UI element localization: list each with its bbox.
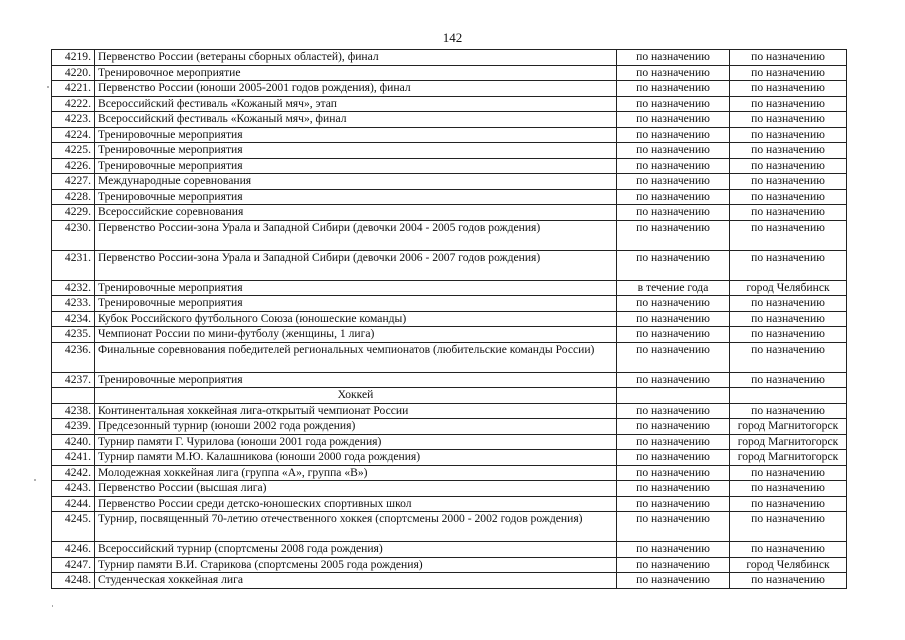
event-place: город Магнитогорск [730, 419, 847, 435]
event-place: город Челябинск [730, 280, 847, 296]
table-row [52, 81, 847, 97]
section-period-cell [617, 388, 730, 404]
events-table [51, 49, 847, 589]
event-name: Международные соревнования [95, 174, 617, 190]
event-place: по назначению [730, 342, 847, 372]
table-row [52, 419, 847, 435]
event-place: по назначению [730, 465, 847, 481]
event-place: по назначению [730, 496, 847, 512]
event-name: Всероссийские соревнования [95, 205, 617, 221]
event-period: по назначению [617, 158, 730, 174]
table-row [52, 65, 847, 81]
event-place: по назначению [730, 96, 847, 112]
event-period: по назначению [617, 143, 730, 159]
event-place: по назначению [730, 143, 847, 159]
row-number: 4244. [52, 496, 95, 512]
event-period: в течение года [617, 280, 730, 296]
event-period: по назначению [617, 50, 730, 66]
table-row [52, 174, 847, 190]
event-place: по назначению [730, 311, 847, 327]
row-number: 4232. [52, 280, 95, 296]
table-row [52, 50, 847, 66]
table-row [52, 372, 847, 388]
event-place: по назначению [730, 50, 847, 66]
event-period: по назначению [617, 450, 730, 466]
row-number: 4245. [52, 512, 95, 542]
event-name: Всероссийский турнир (спортсмены 2008 года рождения) [95, 542, 617, 558]
event-name: Всероссийский фестиваль «Кожаный мяч», финал [95, 112, 617, 128]
row-number: 4223. [52, 112, 95, 128]
table-row [52, 280, 847, 296]
event-period: по назначению [617, 189, 730, 205]
section-number-cell [52, 388, 95, 404]
scan-speck [34, 479, 36, 481]
event-period: по назначению [617, 557, 730, 573]
event-period: по назначению [617, 311, 730, 327]
table-row [52, 96, 847, 112]
event-name: Первенство России (высшая лига) [95, 481, 617, 497]
table-row [52, 450, 847, 466]
event-period: по назначению [617, 481, 730, 497]
event-place: город Челябинск [730, 557, 847, 573]
row-number: 4234. [52, 311, 95, 327]
row-number: 4236. [52, 342, 95, 372]
table-row [52, 434, 847, 450]
event-period: по назначению [617, 81, 730, 97]
table-row [52, 189, 847, 205]
event-place: по назначению [730, 250, 847, 280]
row-number: 4239. [52, 419, 95, 435]
event-period: по назначению [617, 220, 730, 250]
event-period: по назначению [617, 65, 730, 81]
event-name: Первенство России-зона Урала и Западной Сибири (девочки 2006 - 2007 годов рождения) [95, 250, 617, 280]
event-period: по назначению [617, 96, 730, 112]
event-name: Континентальная хоккейная лига-открытый чемпионат России [95, 403, 617, 419]
table-row [52, 158, 847, 174]
event-place: по назначению [730, 327, 847, 343]
event-name: Турнир памяти В.И. Старикова (спортсмены 2005 года рождения) [95, 557, 617, 573]
event-period: по назначению [617, 250, 730, 280]
table-row [52, 557, 847, 573]
event-place: по назначению [730, 174, 847, 190]
row-number: 4229. [52, 205, 95, 221]
table-row [52, 481, 847, 497]
event-name: Тренировочные мероприятия [95, 296, 617, 312]
table-row [52, 250, 847, 280]
event-name: Тренировочные мероприятия [95, 158, 617, 174]
event-place: по назначению [730, 481, 847, 497]
row-number: 4237. [52, 372, 95, 388]
row-number: 4228. [52, 189, 95, 205]
event-name: Тренировочные мероприятия [95, 280, 617, 296]
event-period: по назначению [617, 112, 730, 128]
event-name: Студенческая хоккейная лига [95, 573, 617, 589]
event-place: город Магнитогорск [730, 434, 847, 450]
row-number: 4247. [52, 557, 95, 573]
event-period: по назначению [617, 205, 730, 221]
row-number: 4226. [52, 158, 95, 174]
table-row [52, 512, 847, 542]
event-place: по назначению [730, 512, 847, 542]
table-row [52, 311, 847, 327]
table-row [52, 342, 847, 372]
event-period: по назначению [617, 296, 730, 312]
scan-speck [52, 605, 53, 607]
event-period: по назначению [617, 419, 730, 435]
page-number: 142 [442, 30, 463, 45]
event-place: по назначению [730, 189, 847, 205]
event-name: Молодежная хоккейная лига (группа «А», группа «В») [95, 465, 617, 481]
event-place: по назначению [730, 158, 847, 174]
table-row [52, 327, 847, 343]
event-name: Первенство России-зона Урала и Западной Сибири (девочки 2004 - 2005 годов рождения) [95, 220, 617, 250]
event-place: по назначению [730, 81, 847, 97]
section-place-cell [730, 388, 847, 404]
event-period: по назначению [617, 127, 730, 143]
table-row [52, 573, 847, 589]
row-number: 4231. [52, 250, 95, 280]
table-row [52, 205, 847, 221]
row-number: 4227. [52, 174, 95, 190]
row-number: 4224. [52, 127, 95, 143]
event-period: по назначению [617, 496, 730, 512]
event-place: город Магнитогорск [730, 450, 847, 466]
event-name: Тренировочные мероприятия [95, 372, 617, 388]
table-row [52, 112, 847, 128]
event-period: по назначению [617, 342, 730, 372]
table-row [52, 465, 847, 481]
event-name: Первенство России среди детско-юношеских спортивных школ [95, 496, 617, 512]
event-place: по назначению [730, 205, 847, 221]
event-period: по назначению [617, 372, 730, 388]
row-number: 4243. [52, 481, 95, 497]
row-number: 4221. [52, 81, 95, 97]
section-header-row [52, 388, 847, 404]
table-row [52, 296, 847, 312]
event-period: по назначению [617, 327, 730, 343]
event-name: Тренировочные мероприятия [95, 127, 617, 143]
table-row [52, 542, 847, 558]
event-place: по назначению [730, 220, 847, 250]
event-place: по назначению [730, 542, 847, 558]
row-number: 4246. [52, 542, 95, 558]
event-period: по назначению [617, 403, 730, 419]
event-name: Тренировочные мероприятия [95, 143, 617, 159]
row-number: 4242. [52, 465, 95, 481]
table-row [52, 143, 847, 159]
row-number: 4220. [52, 65, 95, 81]
event-name: Чемпионат России по мини-футболу (женщины, 1 лига) [95, 327, 617, 343]
scan-speck [47, 86, 49, 88]
row-number: 4238. [52, 403, 95, 419]
event-period: по назначению [617, 434, 730, 450]
row-number: 4222. [52, 96, 95, 112]
events-table-body [52, 50, 847, 589]
event-name: Турнир памяти Г. Чурилова (юноши 2001 года рождения) [95, 434, 617, 450]
event-period: по назначению [617, 542, 730, 558]
event-name: Всероссийский фестиваль «Кожаный мяч», этап [95, 96, 617, 112]
event-name: Тренировочное мероприятие [95, 65, 617, 81]
event-place: по назначению [730, 573, 847, 589]
event-place: по назначению [730, 65, 847, 81]
event-name: Турнир, посвященный 70-летию отечественного хоккея (спортсмены 2000 - 2002 годов рождения) [95, 512, 617, 542]
row-number: 4240. [52, 434, 95, 450]
event-period: по назначению [617, 465, 730, 481]
event-name: Предсезонный турнир (юноши 2002 года рождения) [95, 419, 617, 435]
table-row [52, 127, 847, 143]
row-number: 4241. [52, 450, 95, 466]
event-name: Финальные соревнования победителей региональных чемпионатов (любительские команды России) [95, 342, 617, 372]
table-row [52, 403, 847, 419]
section-title: Хоккей [95, 388, 617, 404]
row-number: 4248. [52, 573, 95, 589]
row-number: 4230. [52, 220, 95, 250]
event-name: Первенство России (юноши 2005-2001 годов рождения), финал [95, 81, 617, 97]
event-place: по назначению [730, 403, 847, 419]
event-place: по назначению [730, 372, 847, 388]
event-name: Кубок Российского футбольного Союза (юношеские команды) [95, 311, 617, 327]
event-period: по назначению [617, 174, 730, 190]
event-period: по назначению [617, 573, 730, 589]
table-row [52, 220, 847, 250]
event-place: по назначению [730, 127, 847, 143]
table-row [52, 496, 847, 512]
row-number: 4233. [52, 296, 95, 312]
event-name: Первенство России (ветераны сборных областей), финал [95, 50, 617, 66]
row-number: 4219. [52, 50, 95, 66]
row-number: 4225. [52, 143, 95, 159]
event-place: по назначению [730, 112, 847, 128]
event-place: по назначению [730, 296, 847, 312]
row-number: 4235. [52, 327, 95, 343]
event-period: по назначению [617, 512, 730, 542]
event-name: Тренировочные мероприятия [95, 189, 617, 205]
event-name: Турнир памяти М.Ю. Калашникова (юноши 2000 года рождения) [95, 450, 617, 466]
